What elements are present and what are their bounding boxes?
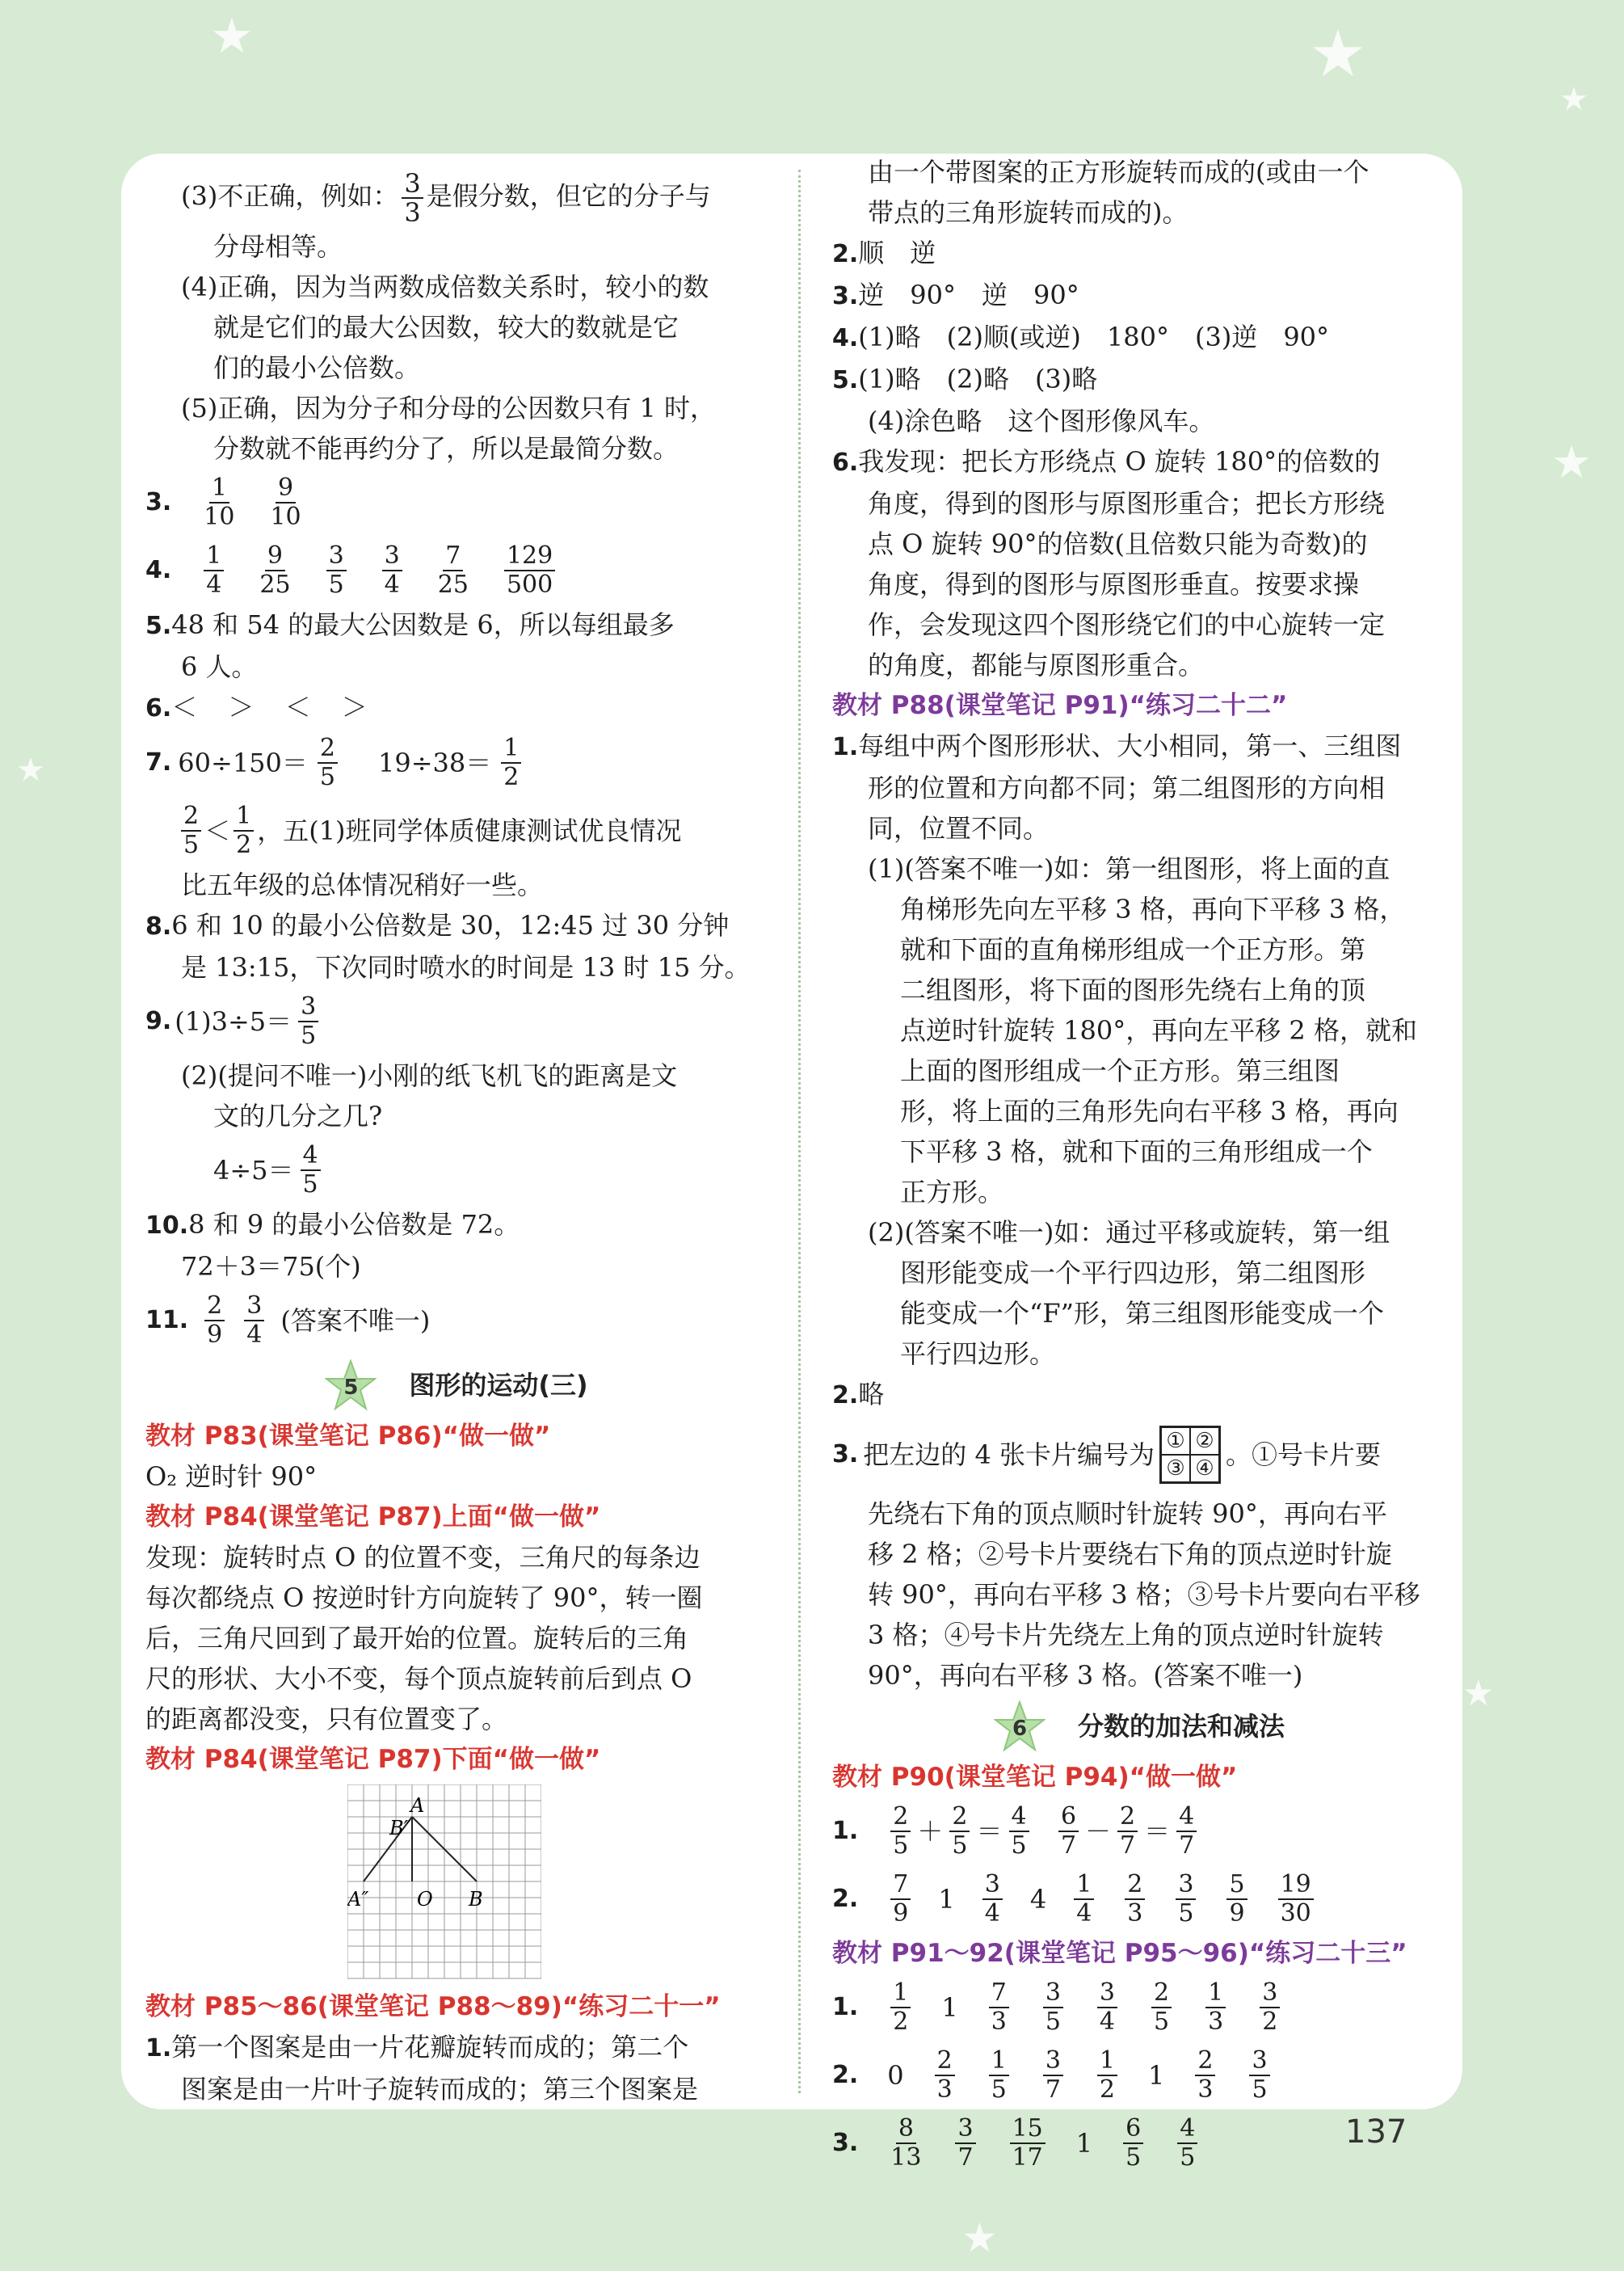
answer-line: 就和下面的直角梯形组成一个正方形。第 [900,934,1366,965]
point-label: A [410,1794,425,1817]
star-icon: ★ [1309,16,1367,91]
fraction: $\frac{1}{3}$ [1205,1979,1226,2036]
fraction: $\frac{4}{5}$ [1009,1803,1029,1860]
fraction: $\frac{9}{10}$ [270,474,301,531]
answer-line: 8.6 和 10 的最小公倍数是 30，12:45 过 30 分钟 [145,910,730,941]
fraction: $\frac{7}{9}$ [890,1871,911,1928]
answer-line: 分数就不能再约分了，所以是最简分数。 [213,433,679,464]
value: 1 [1148,2060,1165,2091]
fraction: $\frac{7}{3}$ [989,1979,1009,2036]
point-label: B [469,1888,483,1911]
answer-line: (2)(提问不唯一)小刚的纸飞机飞的距离是文 [181,1060,678,1091]
fraction: $\frac{4}{7}$ [1176,1803,1197,1860]
fraction: $\frac{2}{3}$ [1195,2047,1215,2104]
answer-line: 移 2 格；②号卡片要绕右下角的顶点逆时针旋 [868,1539,1392,1569]
fraction: $\frac{6}{7}$ [1058,1803,1079,1860]
section-header [832,1702,1446,1751]
fraction: $\frac{6}{5}$ [1123,2115,1143,2172]
answer-line: O₂ 逆时针 90° [145,1461,318,1492]
answer-line: 每次都绕点 O 按逆时针方向旋转了 90°，转一圈 [145,1582,703,1613]
answer-line: (3)不正确，例如： $\frac{3}{3}$ 是假分数，但它的分子与 [181,168,711,228]
answer-line: 就是它们的最大公因数，较大的数就是它 [213,312,679,343]
star-icon: ★ [1551,436,1592,489]
source-reference: 教材 P85～86(课堂笔记 P88～89)“练习二十一” [145,1992,721,2021]
section-header [145,1361,768,1409]
fraction: $\frac{1}{2}$ [1097,2047,1117,2104]
fraction: $\frac{2}{5}$ [949,1803,970,1860]
answer-line: 比五年级的总体情况稍好一些。 [181,870,544,900]
fraction: $\frac{3}{7}$ [955,2115,975,2172]
source-reference: 教材 P91～92(课堂笔记 P95～96)“练习二十三” [832,1939,1407,1968]
answer-line: $\frac{2}{5}$ ＜ $\frac{1}{2}$ ，五(1)班同学体质健康测试优良情况 [145,797,768,865]
fraction: $\frac{2}{7}$ [1117,1803,1138,1860]
fraction: $\frac{2}{3}$ [935,2047,955,2104]
answer-line: 6 人。 [181,651,258,682]
star-icon: ★ [16,752,45,789]
value: 1 [1075,2128,1093,2159]
fraction: $\frac{2}{5}$ [318,735,338,791]
fraction-row: 4. $\frac{1}{4}$ $\frac{9}{25}$ $\frac{3}{5}$ $\frac{3}{4}$ $\frac{7}{25}$ $\frac{129}{500}$ [145,537,768,605]
fraction-row: 2. $\frac{7}{9}$ 1 $\frac{3}{4}$ 4 $\frac{1}{4}$ $\frac{2}{3}$ $\frac{3}{5}$ $\frac{5}{9}$ $\frac{19}{30}$ [832,1865,1446,1933]
right-column [832,152,1446,2177]
answer-line: 的角度，都能与原图形重合。 [868,650,1205,680]
fraction: $\frac{1}{2}$ [501,735,521,791]
answer-line: (5)正确，因为分子和分母的公因数只有 1 时， [181,393,717,423]
answer-line: (4)涂色略 这个图形像风车。 [868,406,1215,436]
fraction: $\frac{2}{3}$ [1125,1871,1145,1928]
answer-line: 发现：旋转时点 O 的位置不变，三角尺的每条边 [145,1542,701,1573]
star-icon: 5 [325,1359,377,1411]
fraction: $\frac{2}{9}$ [204,1292,225,1349]
fraction: $\frac{3}{4}$ [244,1292,264,1349]
answer-line: 1.每组中两个图形形状、大小相同，第一、三组图 [832,731,1402,761]
answer-line: (2)(答案不唯一)如：通过平移或旋转，第一组 [868,1217,1390,1248]
answer-line: 7. 60÷150＝ $\frac{2}{5}$ 19÷38＝ $\frac{1}{2}$ [145,729,768,797]
fraction: $\frac{5}{9}$ [1226,1871,1247,1928]
section-title: 图形的运动(三) [409,1370,588,1401]
answer-line: 5.(1)略 (2)略 (3)略 [832,364,1098,394]
column-divider [798,170,801,2093]
answer-line: 是 13:15，下次同时喷水的时间是 13 时 15 分。 [181,952,751,983]
answer-line: 90°，再向右平移 3 格。(答案不唯一) [868,1660,1303,1691]
fraction: $\frac{1}{4}$ [204,542,224,599]
fraction: $\frac{3}{5}$ [1249,2047,1269,2104]
answer-line: (4)正确，因为当两数成倍数关系时，较小的数 [181,272,709,302]
answer-line: 由一个带图案的正方形旋转而成的(或由一个 [868,157,1369,187]
left-column [145,170,768,2109]
answer-line: 形，将上面的三角形先向右平移 3 格，再向 [900,1096,1399,1127]
section-title: 分数的加法和减法 [1077,1711,1285,1742]
answer-line: 后，三角尺回到了最开始的位置。旋转后的三角 [145,1623,689,1654]
answer-line: 角度，得到的图形与原图形垂直。按要求操 [868,569,1360,600]
answer-line: (1)(答案不唯一)如：第一组图形，将上面的直 [868,853,1390,884]
answer-line: 平行四边形。 [900,1338,1056,1369]
star-icon: 6 [994,1700,1046,1752]
point-label: B″ [389,1817,411,1839]
fraction: $\frac{3}{4}$ [382,542,402,599]
value: 0 [887,2060,904,2091]
source-reference: 教材 P83(课堂笔记 P86)“做一做” [145,1422,551,1451]
answer-line: 的距离都没变，只有位置变了。 [145,1704,508,1734]
fraction-row: 1. $\frac{1}{2}$ 1 $\frac{7}{3}$ $\frac{3}{5}$ $\frac{3}{4}$ $\frac{2}{5}$ $\frac{1}{3}$ $\frac{3}{2}$ [832,1974,1446,2041]
fraction: $\frac{8}{13}$ [890,2114,922,2172]
answer-line: 们的最小公倍数。 [213,352,421,383]
answer-line: 分母相等。 [213,231,343,262]
fraction: $\frac{3}{4}$ [1097,1979,1117,2036]
answer-line: 1.第一个图案是由一片花瓣旋转而成的；第二个 [145,2032,689,2062]
answer-line: 5.48 和 54 的最大公因数是 6，所以每组最多 [145,609,675,640]
answer-line: 形的位置和方向都不同；第二组图形的方向相 [868,773,1386,803]
point-label: O [417,1888,433,1911]
fraction-row: 1. $\frac{2}{5}$ ＋ $\frac{2}{5}$ ＝ $\frac{4}{5}$ $\frac{6}{7}$ － $\frac{2}{7}$ ＝ $\frac{4}{7}$ [832,1797,1446,1865]
star-icon: ★ [210,8,254,65]
fraction: $\frac{4}{5}$ [1177,2115,1197,2172]
answer-line: 3. 把左边的 4 张卡片编号为 ① ② ③ ④ 。①号卡片要 [832,1416,1446,1494]
fraction: $\frac{7}{25}$ [437,541,469,599]
value [1036,1811,1052,1852]
star-icon: ★ [961,2214,998,2261]
fraction: $\frac{3}{3}$ [402,170,423,226]
source-reference: 教材 P90(课堂笔记 P94)“做一做” [832,1763,1238,1792]
answer-line: 图形能变成一个平行四边形，第二组图形 [900,1258,1366,1288]
answer-line: 图案是由一片叶子旋转而成的；第三个图案是 [181,2074,699,2105]
fraction: $\frac{19}{30}$ [1278,1871,1314,1928]
answer-line: 尺的形状、大小不变，每个顶点旋转前后到点 O [145,1663,692,1694]
fraction-row: 3. $\frac{8}{13}$ $\frac{3}{7}$ $\frac{15}{17}$ 1 $\frac{6}{5}$ $\frac{4}{5}$ [832,2109,1446,2177]
answer-line: 正方形。 [900,1177,1004,1207]
fraction: $\frac{2}{5}$ [181,803,201,859]
source-reference: 教材 P84(课堂笔记 P87)下面“做一做” [145,1745,601,1774]
answer-line: 72＋3＝75(个) [181,1251,361,1282]
value: 1 [941,1992,958,2023]
card-numbering-grid: ① ② ③ ④ [1159,1426,1221,1484]
page-number: 137 [1345,2113,1407,2151]
value: 4 [1029,1884,1047,1915]
fraction: $\frac{3}{5}$ [1043,1979,1063,2036]
fraction: $\frac{3}{5}$ [326,542,347,599]
fraction-row: 2. 0 $\frac{2}{3}$ $\frac{1}{5}$ $\frac{3}{7}$ $\frac{1}{2}$ 1 $\frac{2}{3}$ $\frac{3}{5}$ [832,2041,1446,2109]
value: ＝ [1144,1816,1171,1847]
source-reference: 教材 P84(课堂笔记 P87)上面“做一做” [145,1502,601,1532]
value: － [1085,1816,1112,1847]
answer-line: 能变成一个“F”形，第三组图形能变成一个 [900,1298,1384,1329]
value: 1 [938,1884,955,1915]
answer-line: 2.顺 逆 [832,238,936,268]
answer-line: 4÷5＝ $\frac{4}{5}$ [145,1136,768,1204]
fraction: $\frac{3}{5}$ [298,993,318,1050]
answer-line: 二组图形，将下面的图形先绕右上角的顶 [900,975,1366,1005]
answer-line: 作，会发现这四个图形绕它们的中心旋转一定 [868,609,1386,640]
answer-line: 3.逆 90° 逆 90° [832,280,1079,310]
rotation-grid-figure [347,1784,541,1987]
fraction: $\frac{3}{4}$ [982,1871,1003,1928]
fraction: $\frac{129}{500}$ [504,542,555,599]
star-icon: ★ [1559,81,1588,118]
fraction: $\frac{1}{5}$ [989,2047,1009,2104]
fraction: $\frac{15}{17}$ [1010,2115,1046,2172]
fraction: $\frac{1}{2}$ [890,1979,911,2036]
fraction: $\frac{3}{2}$ [1260,1979,1280,2036]
answer-line: 11. $\frac{2}{9}$ $\frac{3}{4}$ (答案不唯一) [145,1291,431,1349]
point-label: A″ [347,1888,369,1911]
fraction: $\frac{1}{4}$ [1074,1871,1094,1928]
fraction: $\frac{1}{2}$ [234,803,254,859]
fraction: $\frac{3}{7}$ [1043,2047,1063,2104]
answer-line: 6.我发现：把长方形绕点 O 旋转 180°的倍数的 [832,446,1381,477]
fraction: $\frac{1}{10}$ [204,474,235,531]
answer-line: 转 90°，再向右平移 3 格；③号卡片要向右平移 [868,1579,1420,1610]
answer-line: 点逆时针旋转 180°，再向左平移 2 格，就和 [900,1015,1417,1046]
fraction: $\frac{4}{5}$ [301,1142,321,1199]
answer-line: 9. (1)3÷5＝ $\frac{3}{5}$ [145,988,768,1055]
answer-line: 带点的三角形旋转而成的)。 [868,197,1189,228]
answer-line: 下平移 3 格，就和下面的三角形组成一个 [900,1136,1373,1167]
answer-line: 4.(1)略 (2)顺(或逆) 180° (3)逆 90° [832,322,1330,352]
star-icon: ★ [1462,1673,1495,1714]
answer-line: 先绕右下角的顶点顺时针旋转 90°，再向右平 [868,1498,1387,1529]
fraction-row: 3. $\frac{1}{10}$ $\frac{9}{10}$ [145,474,301,531]
answer-line: 文的几分之几? [213,1101,383,1131]
answer-line: 点 O 旋转 90°的倍数(且倍数只能为奇数)的 [868,529,1368,559]
answer-line: 10.8 和 9 的最小公倍数是 72。 [145,1209,520,1240]
answer-line: 上面的图形组成一个正方形。第三组图 [900,1055,1340,1086]
answer-line: 3 格；④号卡片先绕左上角的顶点逆时针旋转 [868,1620,1384,1650]
fraction: $\frac{9}{25}$ [259,541,291,599]
fraction: $\frac{2}{5}$ [890,1803,911,1860]
fraction: $\frac{2}{5}$ [1151,1979,1172,2036]
value: ＋ [917,1816,944,1847]
answer-line: 角梯形先向左平移 3 格，再向下平移 3 格， [900,894,1406,925]
answer-line: 同，位置不同。 [868,813,1050,844]
answer-line: 2.略 [832,1379,885,1409]
source-reference: 教材 P88(课堂笔记 P91)“练习二十二” [832,691,1288,720]
answer-line: 角度，得到的图形与原图形重合；把长方形绕 [868,488,1386,519]
value: ＝ [976,1816,1003,1847]
answer-line: 6.＜ ＞ ＜ ＞ [145,692,379,723]
fraction: $\frac{3}{5}$ [1176,1871,1196,1928]
